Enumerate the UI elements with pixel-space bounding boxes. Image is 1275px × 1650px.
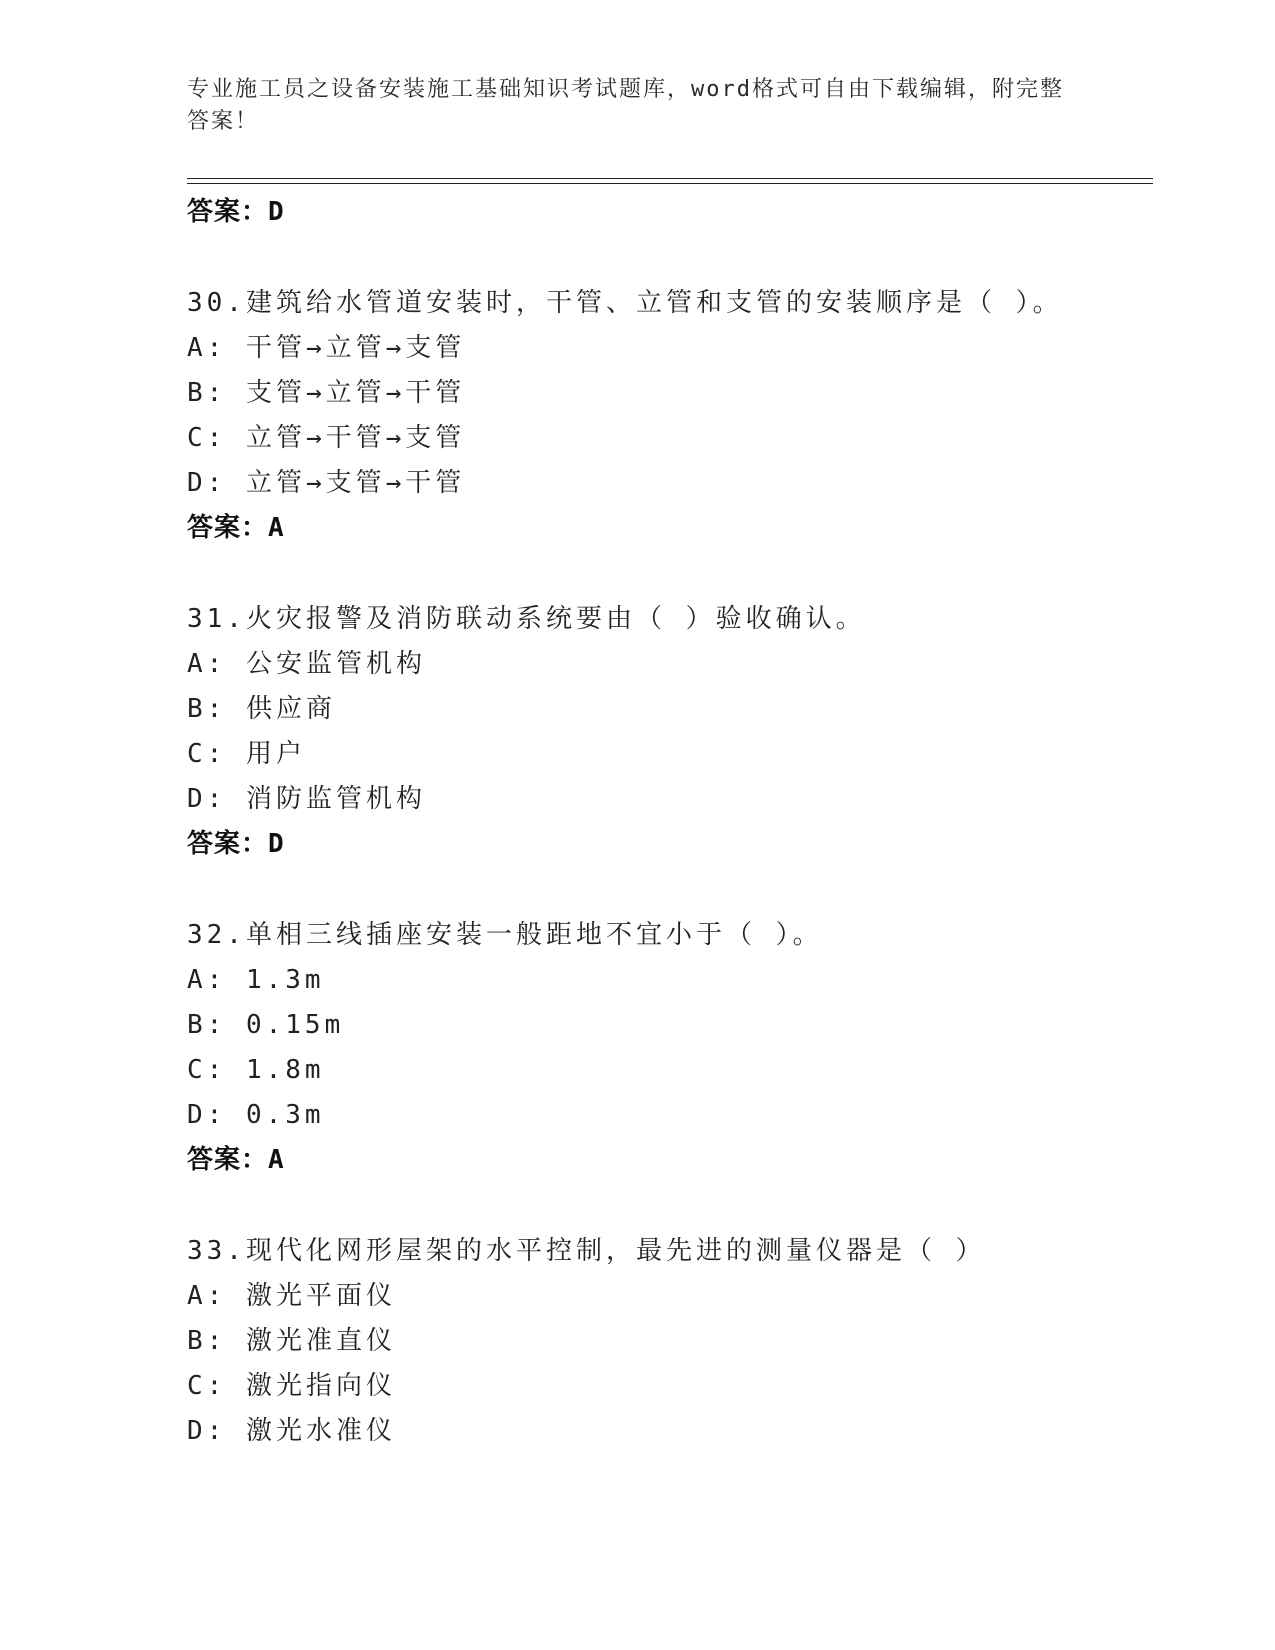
question-text: 30.建筑给水管道安装时，干管、立管和支管的安装顺序是（ ）。 — [187, 288, 1063, 318]
option-d: D: 立管→支管→干管 — [187, 468, 466, 498]
option-c: C: 用户 — [187, 739, 306, 769]
question-text: 33.现代化网形屋架的水平控制，最先进的测量仪器是（ ） — [187, 1236, 986, 1266]
option-a: A: 干管→立管→支管 — [187, 333, 466, 363]
header-rule-top — [187, 178, 1153, 179]
option-a: A: 激光平面仪 — [187, 1281, 396, 1311]
answer-line: 答案：A — [187, 1145, 285, 1175]
answer-line: 答案：D — [187, 829, 285, 859]
question-block — [187, 281, 1153, 550]
option-d: D: 0.3m — [187, 1100, 325, 1130]
option-c: C: 立管→干管→支管 — [187, 423, 466, 453]
option-c: C: 1.8m — [187, 1055, 325, 1085]
option-b: B: 供应商 — [187, 694, 336, 724]
option-c: C: 激光指向仪 — [187, 1371, 396, 1401]
option-a: A: 1.3m — [187, 965, 325, 995]
question-block — [187, 597, 1153, 866]
question-text: 31.火灾报警及消防联动系统要由（ ）验收确认。 — [187, 604, 866, 634]
question-block — [187, 1229, 1153, 1454]
option-b: B: 激光准直仪 — [187, 1326, 396, 1356]
option-b: B: 支管→立管→干管 — [187, 378, 466, 408]
answer-line: 答案：D — [187, 197, 285, 227]
question-block — [187, 913, 1153, 1182]
option-a: A: 公安监管机构 — [187, 649, 426, 679]
option-d: D: 激光水准仪 — [187, 1416, 396, 1446]
option-d: D: 消防监管机构 — [187, 784, 426, 814]
document-header: 专业施工员之设备安装施工基础知识考试题库，word格式可自由下载编辑，附完整答案！ — [187, 77, 1064, 134]
option-b: B: 0.15m — [187, 1010, 345, 1040]
question-text: 32.单相三线插座安装一般距地不宜小于（ ）。 — [187, 920, 823, 950]
answer-line: 答案：A — [187, 513, 285, 543]
question-list — [187, 190, 1153, 1454]
header-rule-bottom — [187, 183, 1153, 184]
